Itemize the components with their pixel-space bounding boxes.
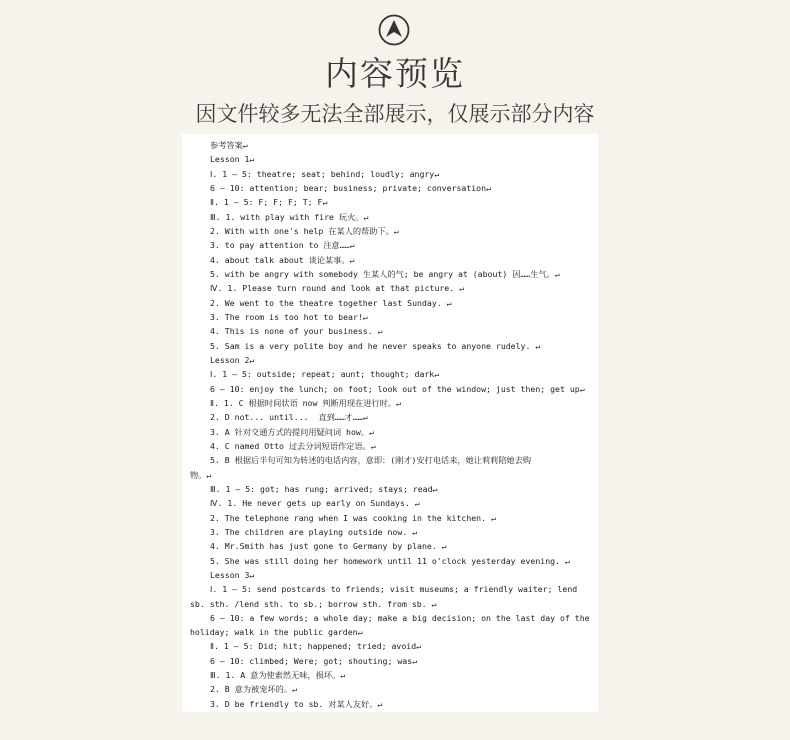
page-title: 内容预览 bbox=[325, 54, 465, 93]
document-line: sb. sth. /lend sth. to sb.; borrow sth. from sb. ↵ bbox=[190, 598, 437, 609]
compass-arrow-icon bbox=[378, 14, 410, 46]
document-line: 4. This is none of your business. ↵ bbox=[210, 326, 383, 337]
document-line: Ⅲ. 1 — 5: got; has rung; arrived; stays; read↵ bbox=[210, 483, 438, 494]
document-line: 5. with be angry with somebody 生某人的气; be angry at (about) 因……生气。↵ bbox=[210, 268, 560, 279]
document-line: 3. The room is too hot to bear!↵ bbox=[210, 311, 368, 322]
document-line: 5. B 根据后半句可知为转述的电话内容，意即：(刚才)安打电话来，她让莉莉陪她去购 bbox=[210, 455, 532, 466]
document-line: holiday; walk in the public garden↵ bbox=[190, 627, 363, 638]
document-line: Lesson 1↵ bbox=[210, 154, 255, 165]
document-line: 2. With with one's help 在某人的帮助下。↵ bbox=[210, 225, 399, 236]
document-line: 物。↵ bbox=[190, 469, 212, 480]
document-line: Lesson 2↵ bbox=[210, 354, 255, 365]
document-line: 3. D be friendly to sb. 对某人友好。↵ bbox=[210, 698, 383, 709]
document-line: Ⅰ. 1 — 5: theatre; seat; behind; loudly; angry↵ bbox=[210, 168, 440, 179]
document-line: 4. Mr.Smith has just gone to Germany by plane. ↵ bbox=[210, 541, 447, 552]
document-line: 3. to pay attention to 注意……↵ bbox=[210, 240, 355, 251]
document-line: Lesson 3↵ bbox=[210, 569, 255, 580]
document-lines bbox=[182, 138, 598, 711]
document-line: 参考答案↵ bbox=[210, 140, 248, 150]
document-line: Ⅱ. 1 — 5: Did; hit; happened; tried; avoid↵ bbox=[210, 641, 422, 652]
document-line: Ⅰ. 1 — 5: send postcards to friends; visit museums; a friendly waiter; lend bbox=[210, 584, 578, 595]
document-line: Ⅲ. 1. A 意为使索然无味，损坏。↵ bbox=[210, 670, 346, 681]
document-line: Ⅳ. 1. He never gets up early on Sundays. ↵ bbox=[210, 498, 420, 509]
document-line: 3. A 针对交通方式的提问用疑问词 how。↵ bbox=[210, 426, 374, 437]
document-line: Ⅳ. 1. Please turn round and look at that picture. ↵ bbox=[210, 283, 465, 294]
page-subtitle: 因文件较多无法全部展示，仅展示部分内容 bbox=[195, 102, 595, 126]
document-line: 2. B 意为被宠坏的。↵ bbox=[210, 684, 297, 695]
document-line: 6 — 10: enjoy the lunch; on foot; look out of the window; just then; get up↵ bbox=[210, 383, 585, 394]
document-line: 6 — 10: climbed; Were; got; shouting; was↵ bbox=[210, 655, 418, 666]
document-line: 4. about talk about 谈论某事。↵ bbox=[210, 254, 355, 265]
document-line: 6 — 10: a few words; a whole day; make a big decision; on the last day of the bbox=[210, 612, 590, 623]
document-line: 5. She was still doing her homework until 11 o'clock yesterday evening. ↵ bbox=[210, 555, 570, 566]
document-line: 6 — 10: attention; bear; business; private; conversation↵ bbox=[210, 182, 491, 193]
document-preview bbox=[182, 134, 598, 712]
document-line: Ⅲ. 1. with play with fire 玩火。↵ bbox=[210, 211, 369, 222]
document-line: Ⅱ. 1. C 根据时间状语 now 判断用现在进行时。↵ bbox=[210, 397, 401, 408]
document-line: 2. The telephone rang when I was cooking in the kitchen. ↵ bbox=[210, 512, 496, 523]
document-line: 4. C named Otto 过去分词短语作定语。↵ bbox=[210, 440, 376, 451]
document-line: Ⅱ. 1 — 5: F; F; F; T; F↵ bbox=[210, 197, 328, 208]
document-line: Ⅰ. 1 — 5: outside; repeat; aunt; thought; dark↵ bbox=[210, 369, 440, 380]
document-line: 2. D not... until... 直到……才……↵ bbox=[210, 412, 368, 423]
document-line: 5. Sam is a very polite boy and he never speaks to anyone rudely. ↵ bbox=[210, 340, 541, 351]
document-line: 3. The children are playing outside now. ↵ bbox=[210, 526, 418, 537]
document-line: 2. We went to the theatre together last Sunday. ↵ bbox=[210, 297, 452, 308]
